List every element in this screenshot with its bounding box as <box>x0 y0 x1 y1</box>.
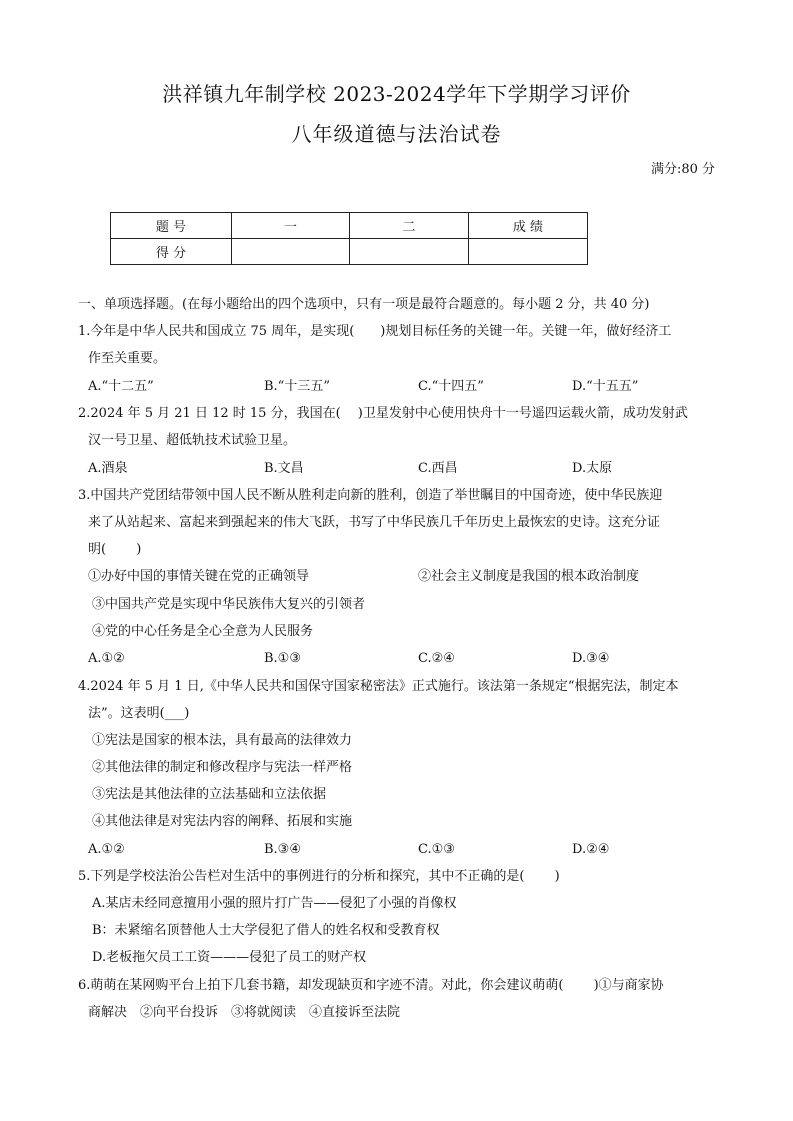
option-c: C.①③ <box>418 842 455 857</box>
statement: ①宪法是国家的根本法，具有最高的法律效力 <box>92 733 353 748</box>
score-cell: 二 <box>350 213 469 239</box>
question-line: 商解决 ②向平台投诉 ③将就阅读 ④直接诉至法院 <box>88 1005 401 1020</box>
question-line: 来了从站起来、富起来到强起来的伟大飞跃，书写了中华民族几千年历史上最恢宏的史诗。这充分证 <box>88 515 661 530</box>
statement: A.某店未经同意擅用小强的照片打广告——侵犯了小强的肖像权 <box>92 896 457 911</box>
question-line: 明( ) <box>88 542 142 557</box>
statement: ④其他法律是对宪法内容的阐释、拓展和实施 <box>92 814 353 829</box>
option-b: B.文昌 <box>264 461 304 476</box>
option-a: A.酒泉 <box>88 461 128 476</box>
section-heading: 一、单项选择题。(在每小题给出的四个选项中，只有一项是最符合题意的。每小题 2 分，共 40 分) <box>78 297 650 312</box>
question-line: 5.下列是学校法治公告栏对生活中的事例进行的分析和探究，其中不正确的是( ) <box>78 869 560 884</box>
option-c: C.“十四五” <box>418 379 484 394</box>
question-line: 法”。这表明(___) <box>88 706 190 721</box>
question-line: 汉一号卫星、超低轨技术试验卫星。 <box>88 433 297 448</box>
exam-title: 洪祥镇九年制学校 2023-2024学年下学期学习评价 <box>162 82 631 106</box>
score-table-header-row <box>111 213 588 239</box>
option-d: D.③④ <box>572 651 610 666</box>
score-input-cell[interactable] <box>232 239 350 265</box>
score-cell: 题 号 <box>111 213 232 239</box>
score-cell: 得 分 <box>111 239 232 265</box>
statement: D.老板拖欠员工工资———侵犯了员工的财产权 <box>92 950 367 965</box>
option-d: D.“十五五” <box>572 379 639 394</box>
statement: B：未紧缩名顶替他人士大学侵犯了借人的姓名权和受教育权 <box>92 923 440 938</box>
question-line: 2.2024 年 5 月 21 日 12 时 15 分，我国在( )卫星发射中心使用快舟十一号遥四运载火箭，成功发射武 <box>78 406 688 421</box>
option-d: D.太原 <box>572 461 613 476</box>
statement: ③中国共产党是实现中华民族伟大复兴的引领者 <box>92 597 366 612</box>
question-line: 6.萌萌在某网购平台上拍下几套书籍，却发现缺页和字迹不清。对此，你会建议萌萌( )①与商家协 <box>78 978 664 993</box>
exam-subtitle: 八年级道德与法治试卷 <box>291 122 502 146</box>
option-d: D.②④ <box>572 842 610 857</box>
statement: ②其他法律的制定和修改程序与宪法一样严格 <box>92 760 353 775</box>
question-line: 作至关重要。 <box>88 351 167 366</box>
statement: ①办好中国的事情关键在党的正确领导 <box>88 569 310 584</box>
score-input-cell[interactable] <box>469 239 588 265</box>
option-b: B.“十三五” <box>264 379 330 394</box>
score-input-cell[interactable] <box>350 239 469 265</box>
total-score: 满分:80 分 <box>650 162 715 177</box>
question-line: 3.中国共产党团结带领中国人民不断从胜利走向新的胜利，创造了举世瞩目的中国奇迹，使中华民族迎 <box>78 488 663 503</box>
option-a: A.①② <box>88 651 125 666</box>
score-table-row <box>111 239 588 265</box>
score-cell: 成 绩 <box>469 213 588 239</box>
score-table <box>110 212 588 265</box>
statement: ④党的中心任务是全心全意为人民服务 <box>92 624 314 639</box>
option-c: C.②④ <box>418 651 455 666</box>
question-line: 1.今年是中华人民共和国成立 75 周年，是实现( )规划目标任务的关键一年。关键一年，做好经济工 <box>78 324 672 339</box>
option-a: A.①② <box>88 842 125 857</box>
option-b: B.①③ <box>264 651 301 666</box>
option-b: B.③④ <box>264 842 301 857</box>
statement: ③宪法是其他法律的立法基础和立法依据 <box>92 787 327 802</box>
statement: ②社会主义制度是我国的根本政治制度 <box>418 569 640 584</box>
option-a: A.“十二五” <box>88 379 154 394</box>
score-cell: 一 <box>232 213 350 239</box>
question-line: 4.2024 年 5 月 1 日,《中华人民共和国保守国家秘密法》正式施行。该法第一条规定“根据宪法，制定本 <box>78 679 679 694</box>
option-c: C.西昌 <box>418 461 458 476</box>
